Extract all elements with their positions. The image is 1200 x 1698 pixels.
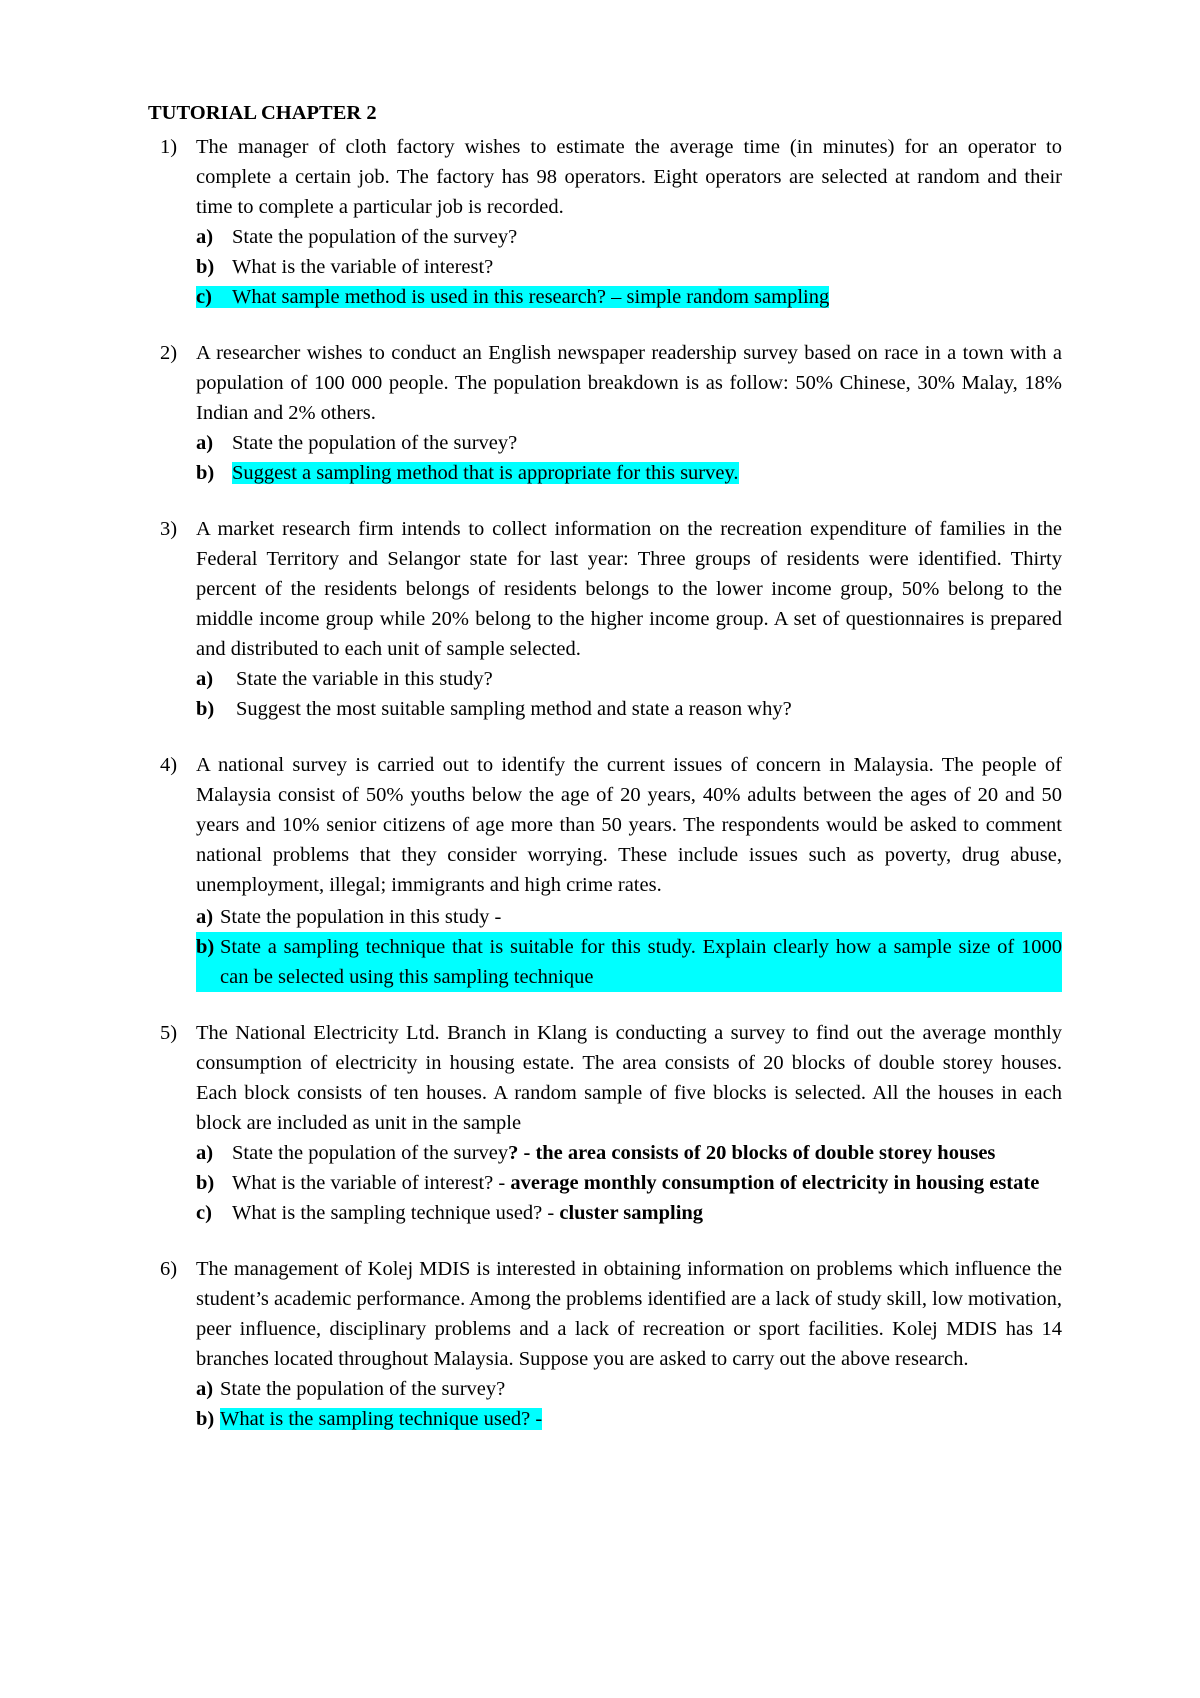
part-text: State the population of the survey? bbox=[232, 226, 518, 248]
part-label: a) bbox=[196, 668, 214, 690]
question-part-highlighted bbox=[196, 282, 1062, 312]
question-2 bbox=[148, 338, 1062, 488]
question-stem: A market research firm intends to collect information on the recreation expenditure of families in the Federal Territory and Selangor state for last year: Three groups of residents were identified. Thirty percent of the residents belongs of residents belongs to the lower income group, 50% belong to the middle income group while 20% belong to the higher income group. A set of questionnaires is prepared and distributed to each unit of sample selected. bbox=[196, 518, 1062, 660]
part-label: c) bbox=[196, 286, 212, 308]
question-stem: A national survey is carried out to identify the current issues of concern in Malaysia. The people of Malaysia consist of 50% youths below the age of 20 years, 40% adults between the ages of 20 and 50 years and 10% senior citizens of age more than 50 years. The respondents would be asked to comment national problems that they consider worrying. These include issues such as poverty, drug abuse, unemployment, illegal; immigrants and high crime rates. bbox=[196, 754, 1062, 896]
part-answer: ? - the area consists of 20 blocks of double storey houses bbox=[508, 1142, 996, 1164]
part-text: State the variable in this study? bbox=[236, 668, 493, 690]
question-stem: The National Electricity Ltd. Branch in Klang is conducting a survey to find out the average monthly consumption of electricity in housing estate. The area consists of 20 blocks of double storey houses. Each block consists of ten houses. A random sample of five blocks is selected. All the houses in each block are included as unit in the sample bbox=[196, 1022, 1062, 1134]
part-text: Suggest the most suitable sampling method and state a reason why? bbox=[236, 698, 792, 720]
part-label: b) bbox=[196, 936, 215, 958]
part-text: What is the sampling technique used? - bbox=[232, 1202, 555, 1224]
part-label: a) bbox=[196, 226, 214, 248]
page-title: TUTORIAL CHAPTER 2 bbox=[148, 102, 377, 124]
part-label: b) bbox=[196, 1408, 215, 1430]
part-text: State the population of the survey bbox=[232, 1142, 509, 1164]
question-4 bbox=[148, 750, 1062, 992]
part-label: a) bbox=[196, 906, 214, 928]
question-part bbox=[196, 252, 1062, 282]
part-label: c) bbox=[196, 1202, 212, 1224]
question-3 bbox=[148, 514, 1062, 724]
question-part-highlighted bbox=[196, 1404, 1062, 1434]
part-text: State the population in this study - bbox=[220, 906, 502, 928]
part-answer: average monthly consumption of electricity in housing estate bbox=[510, 1172, 1040, 1194]
question-part bbox=[196, 1138, 1062, 1168]
part-text: What is the variable of interest? - bbox=[232, 1172, 506, 1194]
question-part-highlighted bbox=[196, 932, 1062, 992]
question-part bbox=[196, 902, 1062, 932]
part-text: State the population of the survey? bbox=[232, 432, 518, 454]
question-part bbox=[196, 428, 1062, 458]
part-label: b) bbox=[196, 698, 215, 720]
part-text: What is the variable of interest? bbox=[232, 256, 494, 278]
question-6 bbox=[148, 1254, 1062, 1434]
question-number: 3) bbox=[160, 518, 178, 540]
part-text: What is the sampling technique used? - bbox=[220, 1408, 543, 1430]
part-text: What sample method is used in this research? – simple random sampling bbox=[196, 286, 829, 308]
question-part bbox=[196, 222, 1062, 252]
question-part bbox=[196, 664, 1062, 694]
part-text: Suggest a sampling method that is appropriate for this survey. bbox=[232, 462, 739, 484]
part-answer: cluster sampling bbox=[559, 1202, 704, 1224]
part-label: b) bbox=[196, 1172, 215, 1194]
question-number: 2) bbox=[160, 342, 178, 364]
part-text: State a sampling technique that is suitable for this study. Explain clearly how a sample size of 1000 can be selected using this sampling technique bbox=[220, 936, 1062, 988]
question-1 bbox=[148, 132, 1062, 312]
question-number: 1) bbox=[160, 136, 178, 158]
question-stem: The management of Kolej MDIS is interested in obtaining information on problems which influence the student’s academic performance. Among the problems identified are a lack of study skill, low motivation, peer influence, disciplinary problems and a lack of recreation or sport facilities. Kolej MDIS has 14 branches located throughout Malaysia. Suppose you are asked to carry out the above research. bbox=[196, 1258, 1062, 1370]
part-label: b) bbox=[196, 462, 215, 484]
question-part bbox=[196, 1198, 1062, 1228]
question-number: 5) bbox=[160, 1022, 178, 1044]
question-stem: The manager of cloth factory wishes to estimate the average time (in minutes) for an operator to complete a certain job. The factory has 98 operators. Eight operators are selected at random and their time to complete a particular job is recorded. bbox=[196, 136, 1062, 218]
part-label: a) bbox=[196, 432, 214, 454]
question-number: 6) bbox=[160, 1258, 178, 1280]
question-part-highlighted bbox=[196, 458, 1062, 488]
part-label: a) bbox=[196, 1378, 214, 1400]
question-5 bbox=[148, 1018, 1062, 1228]
question-part bbox=[196, 1168, 1062, 1198]
part-text: State the population of the survey? bbox=[220, 1378, 506, 1400]
question-stem: A researcher wishes to conduct an English newspaper readership survey based on race in a town with a population of 100 000 people. The population breakdown is as follow: 50% Chinese, 30% Malay, 18% Indian and 2% others. bbox=[196, 342, 1062, 424]
part-label: b) bbox=[196, 256, 215, 278]
question-part bbox=[196, 1374, 1062, 1404]
question-number: 4) bbox=[160, 754, 178, 776]
question-part bbox=[196, 694, 1062, 724]
part-label: a) bbox=[196, 1142, 214, 1164]
